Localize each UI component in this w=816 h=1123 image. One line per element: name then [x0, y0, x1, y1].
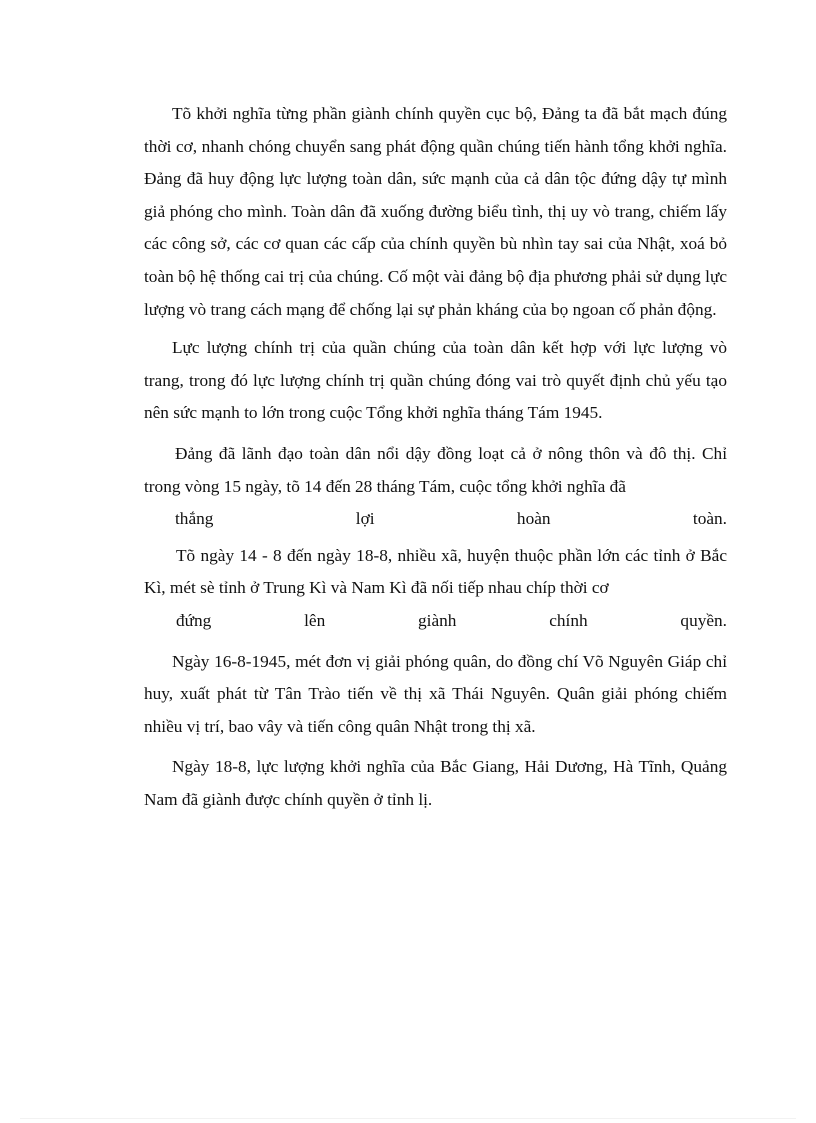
paragraph-6: Ngày 18-8, lực lượng khởi nghĩa của Bắc Giang, Hải Dương, Hà Tĩnh, Quảng Nam đã giành được chính quyền ở tỉnh lị. [144, 757, 727, 809]
paragraph-3-tail: thắng lợi hoàn toàn. [175, 509, 727, 529]
page-bottom-divider [20, 1118, 796, 1119]
paragraph-4 [144, 540, 727, 638]
paragraph-2: Lực lượng chính trị của quần chúng của toàn dân kết hợp với lực lượng vò trang, trong đó lực lượng chính trị quần chúng đóng vai trò quyết định chủ yếu tạo nên sức mạnh to lớn trong cuộc Tổng khởi nghĩa tháng Tám 1945. [144, 338, 727, 423]
paragraph-1: Tõ khởi nghĩa từng phần giành chính quyền cục bộ, Đảng ta đã bắt mạch đúng thời cơ, nhanh chóng chuyển sang phát động quần chúng tiến hành tổng khởi nghĩa. Đảng đã huy động lực lượng toàn dân, sức mạnh của cả dân tộc đứng dậy tự mình giả phóng cho mình. Toàn dân đã xuống đường biểu tình, thị uy vò trang, chiếm lấy các công sở, các cơ quan các cấp của chính quyền bù nhìn tay sai của Nhật, xoá bỏ toàn bộ hệ thống cai trị của chúng. Cố một vài đảng bộ địa phương phải sử dụng lực lượng vò trang cách mạng để chống lại sự phản kháng của bọ ngoan cố phản động. [144, 104, 727, 319]
paragraph-5: Ngày 16-8-1945, mét đơn vị giải phóng quân, do đồng chí Võ Nguyên Giáp chỉ huy, xuất phát từ Tân Trào tiến về thị xã Thái Nguyên. Quân giải phóng chiếm nhiều vị trí, bao vây và tiến công quân Nhật trong thị xã. [144, 651, 727, 736]
body-text [144, 98, 727, 816]
paragraph-3-text: Đảng đã lãnh đạo toàn dân nổi dậy đồng loạt cả ở nông thôn và đô thị. Chỉ trong vòng 15 ngày, tõ 14 đến 28 tháng Tám, cuộc tổng khởi nghĩa đã [144, 443, 727, 496]
paragraph-4-text: Tõ ngày 14 - 8 đến ngày 18-8, nhiều xã, huyện thuộc phần lớn các tỉnh ở Bắc Kì, mét sè tỉnh ở Trung Kì và Nam Kì đã nối tiếp nhau chíp thời cơ [144, 545, 727, 598]
paragraph-4-tail: đứng lên giành chính quyền. [176, 610, 727, 630]
paragraph-3 [144, 438, 727, 536]
